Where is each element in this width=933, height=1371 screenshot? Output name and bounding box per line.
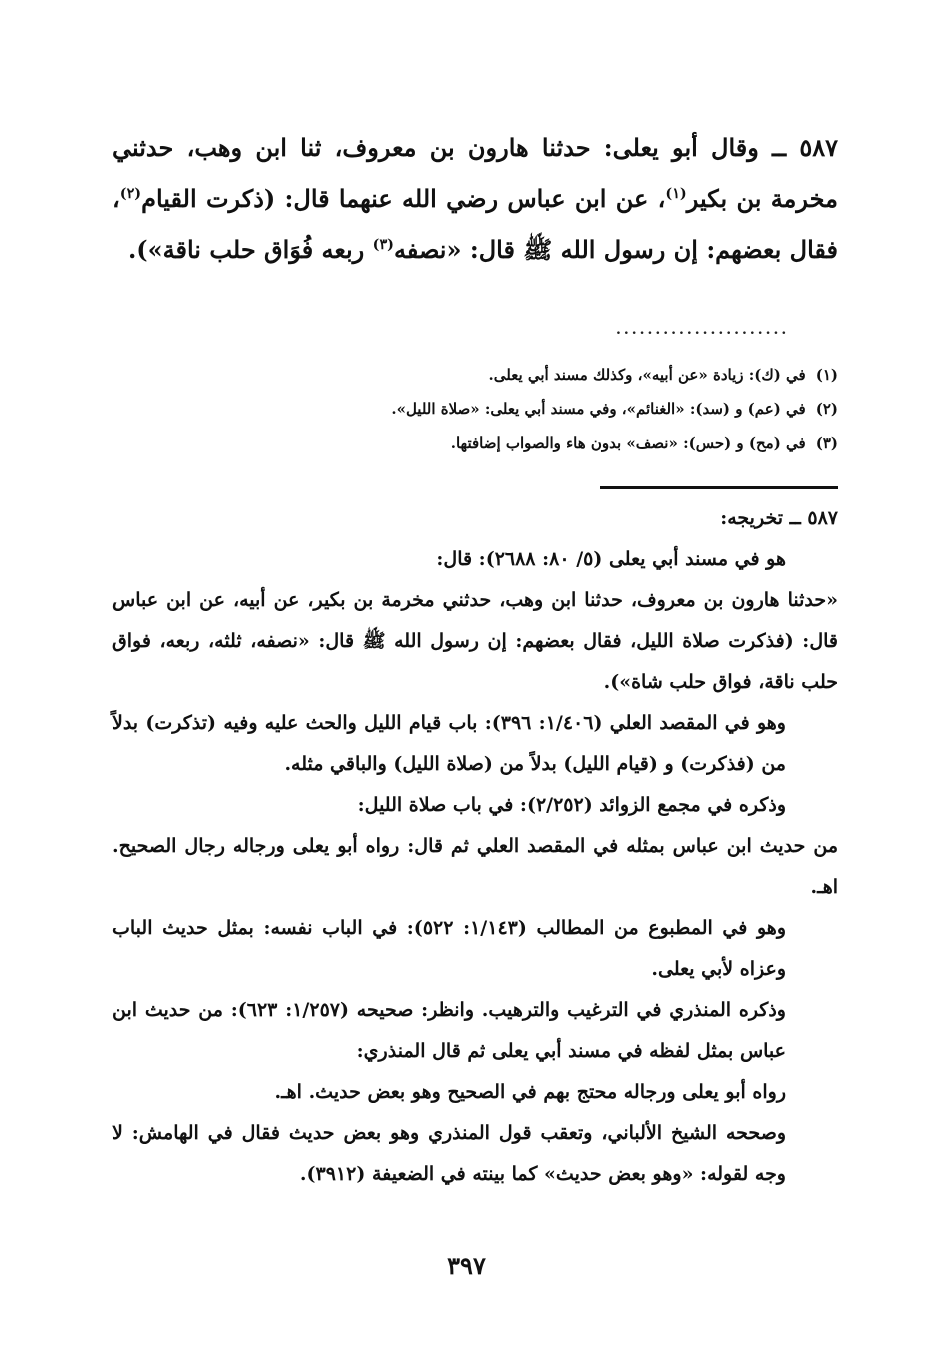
takhrij-paragraph: وصححه الشيخ الألباني، وتعقب قول المنذري وهو بعض حديث فقال في الهامش: لا وجه لقوله: «وهو بعض حديث» كما بينته في الضعيفة (٣٩١٢). xyxy=(112,1122,786,1185)
takhrij-paragraph: وهو في المقصد العلي (١/٤٠٦: ٣٩٦): باب قيام الليل والحث عليه وفيه (تذكرت) بدلاً من (فذكرت) و (قيام الليل) بدلاً من (صلاة الليل) والباقي مثله. xyxy=(112,712,786,775)
hadith-text-segment: ربعه فُوَاق حلب ناقة»). xyxy=(127,235,373,264)
takhrij-paragraph: هو في مسند أبي يعلى (٥/ ٨٠: ٢٦٨٨): قال: xyxy=(436,548,786,570)
hadith-number: ٥٨٧ xyxy=(799,133,838,162)
footnote xyxy=(112,426,838,460)
footnote-text: في (مح) و (حس): «نصف» بدون هاء والصواب إضافتها. xyxy=(450,434,806,452)
takhrij-paragraph: وذكره المنذري في الترغيب والترهيب. وانظر: صحيحه (١/٢٥٧: ٦٢٣): من حديث ابن عباس بمثل لفظه في مسند أبي يعلى ثم قال المنذري: xyxy=(112,999,786,1062)
footnote xyxy=(112,392,838,426)
takhrij-heading: ٥٨٧ ــ تخريجه: xyxy=(720,507,838,529)
main-hadith-text xyxy=(112,122,838,275)
hadith-text-segment: ، عن ابن عباس رضي الله عنهما قال: (ذكرت القيام xyxy=(141,184,666,213)
takhrij-paragraph: وذكره في مجمع الزوائد (٢/٢٥٢): في باب صلاة الليل: xyxy=(357,794,786,816)
hadith-text-segment: ــ وقال أبو يعلى: حدثنا هارون بن معروف، ثنا ابن وهب، حدثني مخرمة بن بكير xyxy=(112,133,838,213)
takhrij-paragraph: رواه أبو يعلى ورجاله محتج بهم في الصحيح وهو بعض حديث. اهـ. xyxy=(274,1081,786,1103)
section-divider xyxy=(600,486,838,489)
takhrij-paragraph: «حدثنا هارون بن معروف، حدثنا ابن وهب، حدثني مخرمة بن بكير، عن أبيه، عن ابن عباس قال: (فذكرت صلاة الليل، فقال بعضهم: إن رسول الله ﷺ قال: «نصفه، ثلثه، ربعه، فواق حلب ناقة، فواق حلب شاة»). xyxy=(112,589,838,693)
footnote-text: في (ك): زيادة «عن أبيه»، وكذلك مسند أبي يعلى. xyxy=(488,366,806,384)
takhrij-paragraph: من حديث ابن عباس بمثله في المقصد العلي ثم قال: رواه أبو يعلى ورجاله رجال الصحيح. اهـ. xyxy=(112,835,838,898)
footnote-ref-3[interactable]: (٣) xyxy=(372,236,394,253)
footnote xyxy=(112,358,838,392)
hadith-text-segment: ، فقال بعضهم: إن رسول الله ﷺ قال: «نصفه xyxy=(112,184,838,264)
takhrij-paragraph: وهو في المطبوع من المطالب (١/١٤٣: ٥٢٢): في الباب نفسه: بمثل حديث الباب وعزاه لأبي يعلى. xyxy=(112,917,786,980)
footnote-text: في (عم) و (سد): «الغنائم»، وفي مسند أبي يعلى: «صلاة الليل». xyxy=(391,400,806,418)
footnote-separator: ...................... xyxy=(616,322,790,338)
footnote-number: (١) xyxy=(815,366,838,384)
footnote-ref-2[interactable]: (٢) xyxy=(119,185,142,202)
footnotes xyxy=(112,358,838,460)
page-number: ٣٩٧ xyxy=(447,1251,486,1280)
footnote-ref-1[interactable]: (١) xyxy=(665,185,687,202)
takhrij-section xyxy=(112,498,838,1195)
footnote-number: (٣) xyxy=(815,434,838,452)
footnote-number: (٢) xyxy=(815,400,838,418)
